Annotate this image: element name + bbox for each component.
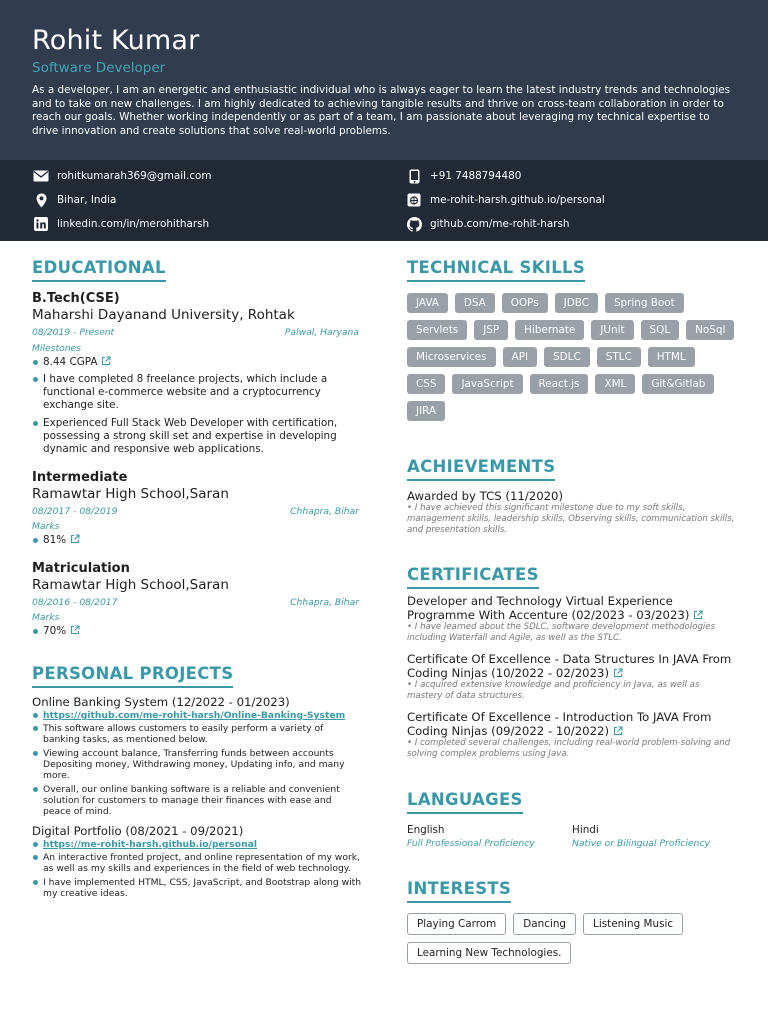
list-item: This software allows customers to easily perform a variety of banking tasks, as mentioned below.	[32, 723, 362, 745]
skill-tag: CSS	[407, 374, 445, 394]
project-item	[32, 824, 362, 899]
contact-github[interactable]	[406, 216, 570, 232]
degree: Matriculation	[32, 561, 130, 576]
project-link[interactable]: https://me-rohit-harsh.github.io/personal	[43, 839, 257, 850]
skill-tag: React.js	[530, 374, 589, 394]
external-link-icon[interactable]	[101, 356, 111, 366]
list-item: Experienced Full Stack Web Developer with certification, possessing a strong skill set and expertise in developing dynamic and responsive web applications.	[32, 417, 362, 456]
website-text[interactable]: me-rohit-harsh.github.io/personal	[430, 194, 605, 206]
location-pin-icon	[33, 192, 49, 208]
education-item	[32, 291, 362, 456]
skill-tag: NoSql	[686, 320, 734, 340]
section-title-skills: TECHNICAL SKILLS	[407, 258, 585, 282]
edu-dates: 08/2019 - Present	[32, 327, 115, 338]
skill-tag: API	[503, 347, 537, 367]
skill-tag: JavaScript	[452, 374, 522, 394]
list-item: An interactive fronted project, and online representation of my work, as well as my skills and experiences in the field of web technology.	[32, 852, 362, 874]
external-link-icon[interactable]	[613, 668, 623, 678]
interest-tag: Learning New Technologies.	[407, 942, 571, 964]
candidate-name: Rohit Kumar	[32, 25, 200, 56]
project-item	[32, 695, 362, 817]
interest-tag: Listening Music	[583, 913, 683, 935]
certificate-item	[407, 595, 737, 644]
certificate-title: Developer and Technology Virtual Experience Programme With Accenture (02/2023 - 03/2023)	[407, 594, 690, 622]
edu-place: Chhapra, Bihar	[290, 506, 359, 517]
list-item[interactable]	[32, 710, 362, 721]
contact-email[interactable]	[33, 168, 212, 184]
section-title-interests: INTERESTS	[407, 879, 511, 903]
language-level: Native or Bilingual Proficiency	[572, 838, 710, 849]
languages-list	[407, 824, 737, 850]
certificate-desc: • I completed several challenges, including real-world problem-solving and solving complex problems using Java.	[407, 738, 731, 759]
candidate-role: Software Developer	[32, 60, 166, 76]
skill-tag: Hibernate	[515, 320, 584, 340]
language-name: English	[407, 824, 445, 836]
language-level: Full Professional Proficiency	[407, 838, 535, 849]
skill-tag: JSP	[474, 320, 508, 340]
edu-dates: 08/2016 - 08/2017	[32, 597, 118, 608]
external-link-icon[interactable]	[70, 625, 80, 635]
resume-header	[0, 0, 768, 160]
list-item: Overall, our online banking software is a reliable and convenient solution for customers to manage their finances with ease and peace of mind.	[32, 784, 362, 817]
project-title: Digital Portfolio (08/2021 - 09/2021)	[32, 824, 244, 838]
skill-tag: XML	[595, 374, 635, 394]
skill-tag: Servlets	[407, 320, 467, 340]
certificate-item	[407, 653, 737, 702]
institution: Ramawtar High School,Saran	[32, 486, 229, 502]
list-item: 70%	[32, 625, 362, 638]
external-link-icon[interactable]	[693, 610, 703, 620]
skill-tag: STLC	[597, 347, 641, 367]
language-item	[407, 824, 572, 850]
interests-list	[407, 913, 737, 964]
external-link-icon[interactable]	[613, 726, 623, 736]
achievement-title: Awarded by TCS (11/2020)	[407, 489, 564, 503]
degree: Intermediate	[32, 470, 128, 485]
achievement-desc: • I have achieved this significant milestone due to my soft skills, management skills, leadership skills, Observing skills, communication skills, and presentation skills.	[407, 503, 735, 535]
list-item: Viewing account balance, Transferring funds between accounts Depositing money, Withdrawing money, Updating info, and many more.	[32, 748, 362, 781]
project-link[interactable]: https://github.com/me-rohit-harsh/Online-Banking-System	[43, 710, 346, 721]
list-item[interactable]	[32, 839, 362, 850]
website-icon	[406, 192, 422, 208]
skills-list	[407, 293, 737, 421]
section-title-languages: LANGUAGES	[407, 790, 523, 814]
achievement-item	[407, 489, 737, 536]
skill-tag: JUnit	[591, 320, 633, 340]
certificate-desc: • I have learned about the SDLC, software development methodologies including Waterfall and Agile, as well as the STLC.	[407, 622, 716, 643]
list-item: I have implemented HTML, CSS, JavaScript, and Bootstrap along with my creative ideas.	[32, 877, 362, 899]
envelope-icon	[33, 168, 49, 184]
skill-tag: JDBC	[555, 293, 598, 313]
section-title-certificates: CERTIFICATES	[407, 565, 539, 589]
certificate-title: Certificate Of Excellence - Data Structures In JAVA From Coding Ninjas (10/2022 - 02/2023)	[407, 652, 732, 680]
linkedin-icon	[33, 216, 49, 232]
phone-icon	[406, 168, 422, 184]
skill-tag: HTML	[648, 347, 695, 367]
section-title-projects: PERSONAL PROJECTS	[32, 664, 233, 688]
contact-location	[33, 192, 116, 208]
edu-dates: 08/2017 - 08/2019	[32, 506, 118, 517]
contact-bar	[0, 160, 768, 241]
right-column	[407, 258, 737, 964]
skill-tag: JIRA	[407, 401, 445, 421]
list-item: 8.44 CGPA	[32, 356, 362, 369]
interest-tag: Dancing	[513, 913, 576, 935]
edu-place: Chhapra, Bihar	[290, 597, 359, 608]
location-text: Bihar, India	[57, 194, 117, 206]
certificate-desc: • I acquired extensive knowledge and proficiency in Java, as well as mastery of data structures.	[407, 680, 700, 701]
skill-tag: SDLC	[544, 347, 590, 367]
skill-tag: Spring Boot	[605, 293, 684, 313]
institution: Ramawtar High School,Saran	[32, 577, 229, 593]
contact-website[interactable]	[406, 192, 605, 208]
language-item	[572, 824, 737, 850]
section-title-achievements: ACHIEVEMENTS	[407, 457, 555, 481]
edu-label: Milestones	[32, 343, 81, 354]
list-item: I have completed 8 freelance projects, which include a functional e-commerce website and a cryptocurrency exchange site.	[32, 373, 362, 412]
github-icon	[406, 216, 422, 232]
skill-tag: SQL	[641, 320, 680, 340]
institution: Maharshi Dayanand University, Rohtak	[32, 307, 295, 323]
list-item: 81%	[32, 534, 362, 547]
skill-tag: OOPs	[502, 293, 548, 313]
edu-place: Palwal, Haryana	[284, 327, 359, 338]
language-name: Hindi	[572, 824, 599, 836]
skill-tag: DSA	[455, 293, 495, 313]
left-column	[32, 258, 362, 899]
project-title: Online Banking System (12/2022 - 01/2023)	[32, 695, 290, 709]
interest-tag: Playing Carrom	[407, 913, 506, 935]
linkedin-text[interactable]: linkedin.com/in/merohitharsh	[57, 218, 210, 230]
summary-text: As a developer, I am an energetic and enthusiastic individual who is always eager to learn the latest industry trends and technologies and to take on new challenges. I am highly dedicated to achieving tangible results and thrive on cross-team collaboration in order to reach our goals. Whether working independently or as part of a team, I am passionate about leveraging my technical expertise to drive innovation and create solutions that solve real-world problems.	[32, 84, 731, 137]
degree: B.Tech(CSE)	[32, 291, 120, 306]
edu-label: Marks	[32, 521, 60, 532]
certificate-item	[407, 711, 737, 760]
skill-tag: JAVA	[407, 293, 448, 313]
skill-tag: Microservices	[407, 347, 496, 367]
contact-phone[interactable]	[406, 168, 521, 184]
section-title-education: EDUCATIONAL	[32, 258, 166, 282]
github-text[interactable]: github.com/me-rohit-harsh	[430, 218, 570, 230]
certificate-title: Certificate Of Excellence - Introduction To JAVA From Coding Ninjas (09/2022 - 10/2022)	[407, 710, 712, 738]
contact-linkedin[interactable]	[33, 216, 209, 232]
education-item	[32, 470, 362, 547]
email-text[interactable]: rohitkumarah369@gmail.com	[57, 170, 212, 182]
phone-text[interactable]: +91 7488794480	[430, 170, 522, 182]
external-link-icon[interactable]	[70, 534, 80, 544]
skill-tag: Git&Gitlab	[642, 374, 714, 394]
education-item	[32, 561, 362, 638]
edu-label: Marks	[32, 612, 60, 623]
